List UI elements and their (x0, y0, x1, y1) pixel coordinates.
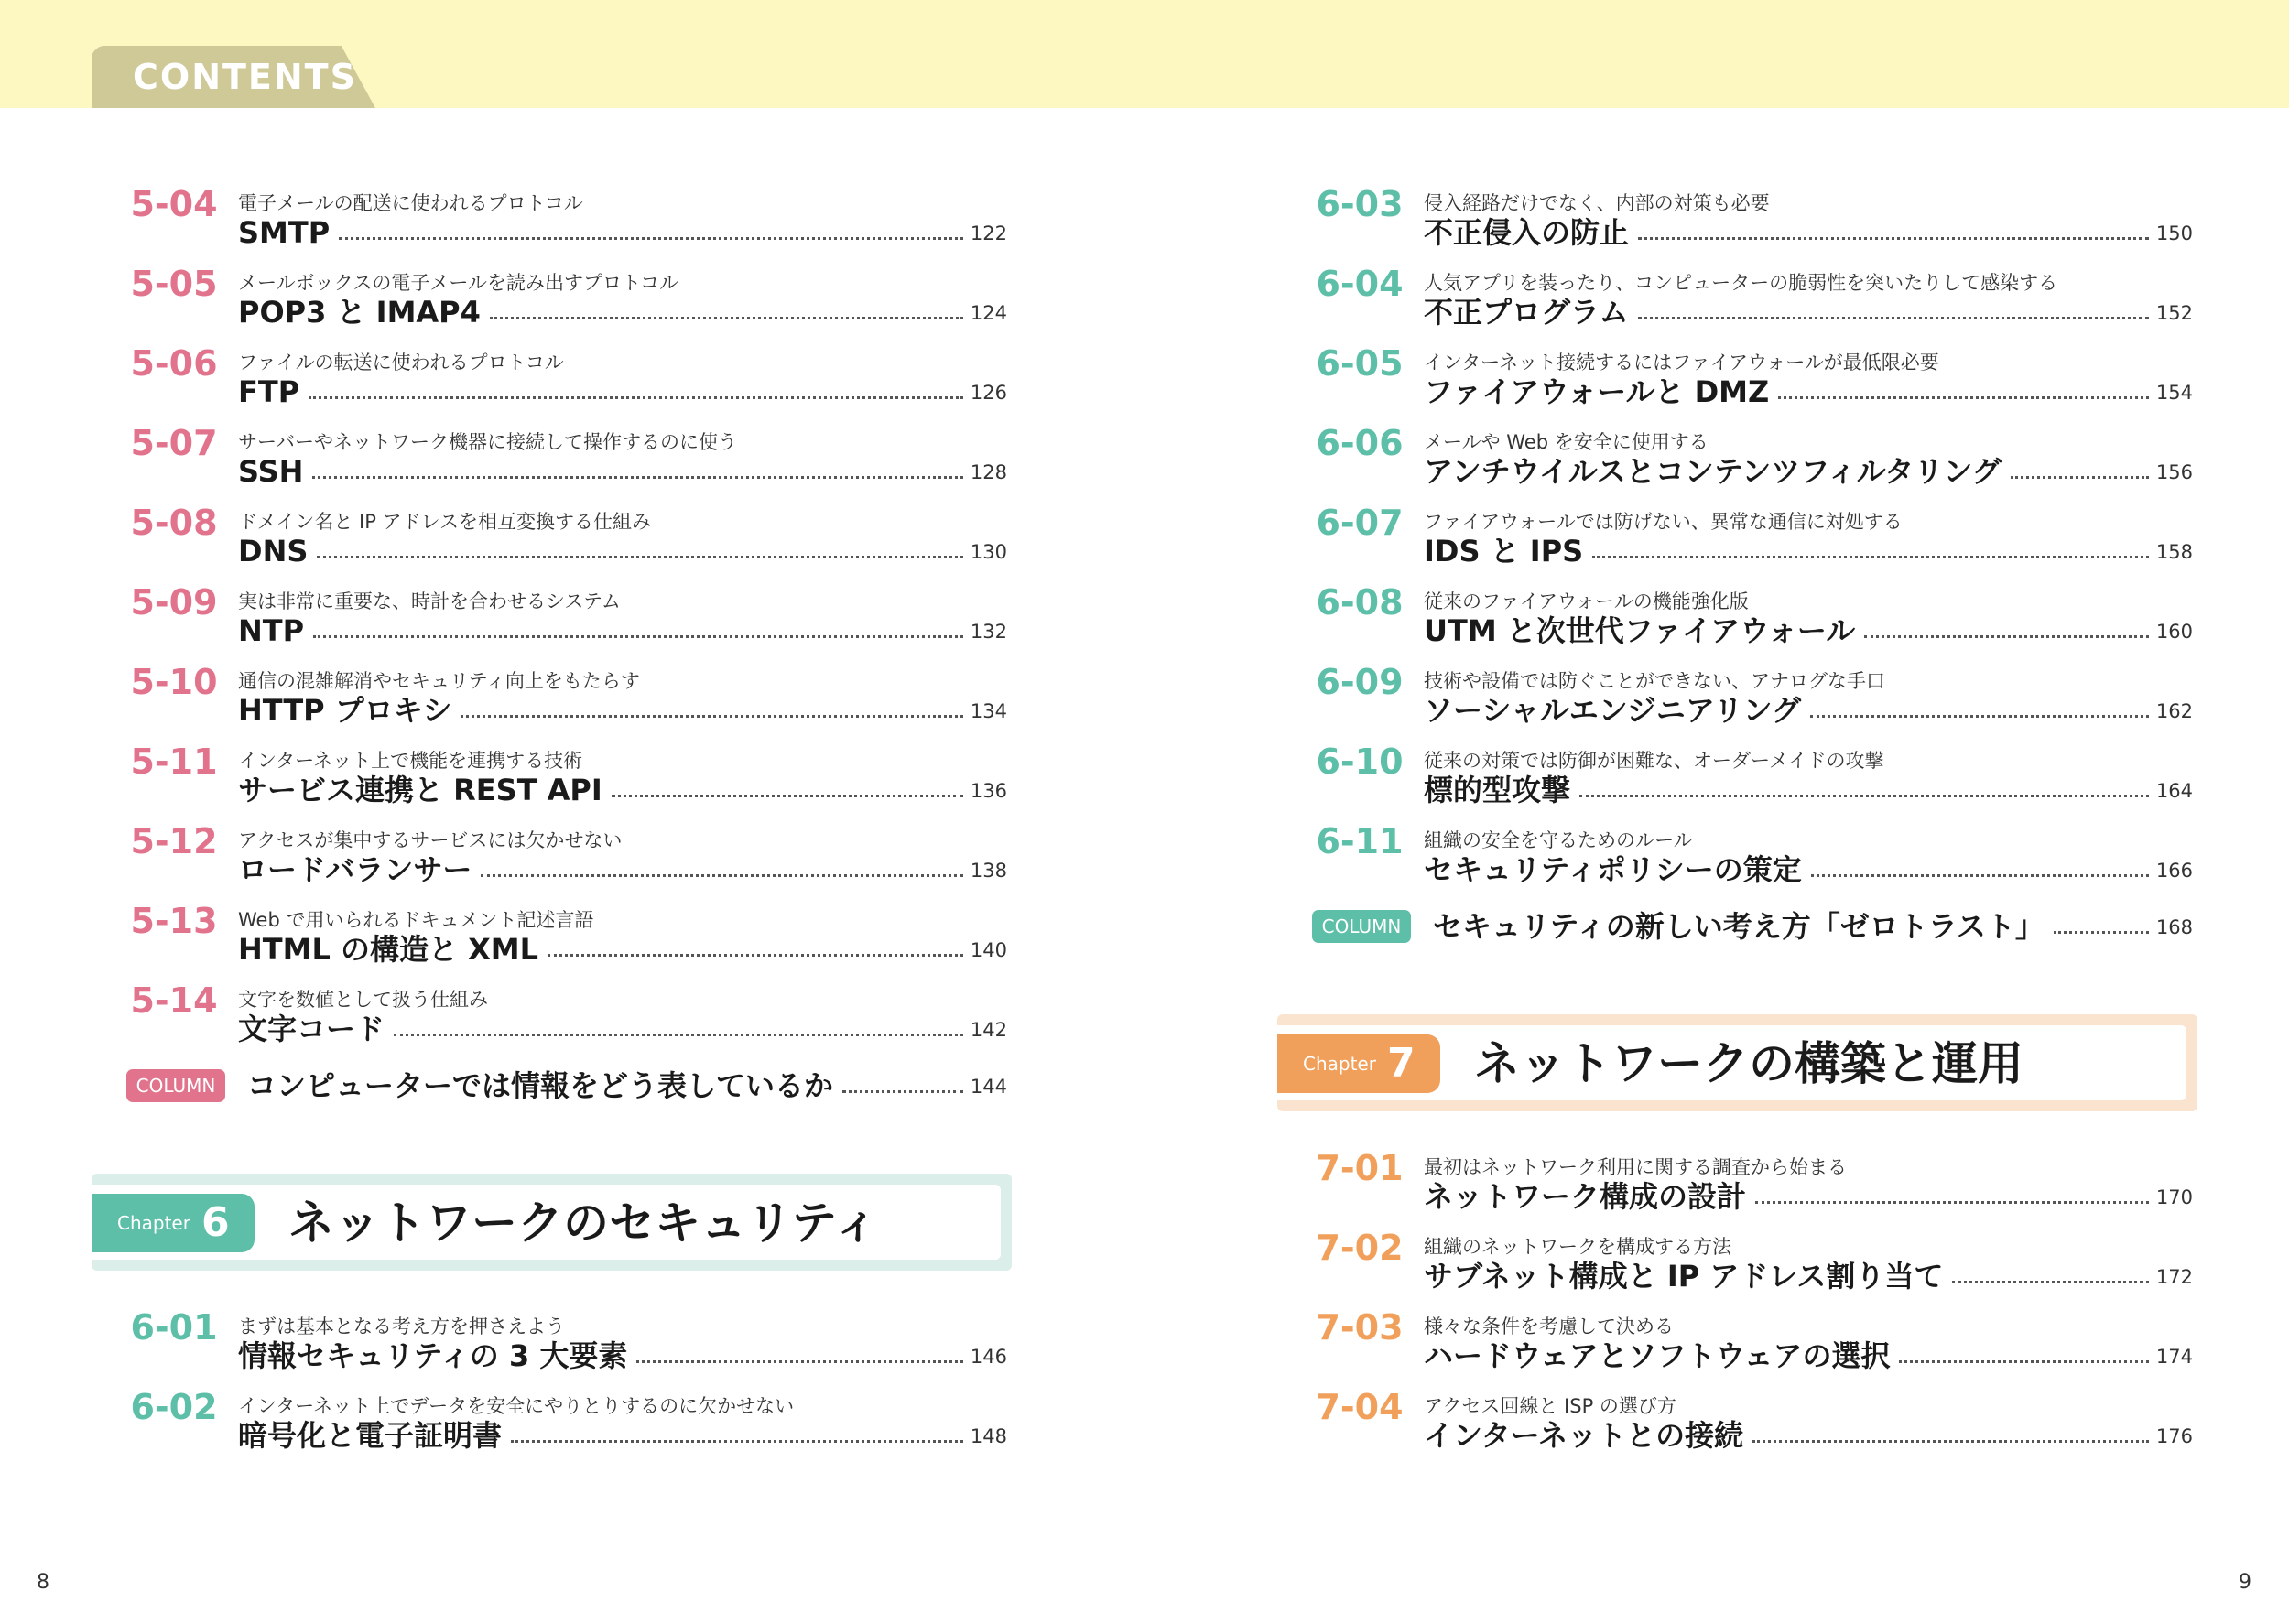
entry-page: 164 (2155, 780, 2193, 802)
dot-leader (1778, 396, 2149, 399)
entry-subtitle: まずは基本となる考え方を押さえよう (238, 1315, 565, 1337)
entry-number: 6-06 (1316, 423, 1404, 463)
entry-page: 126 (970, 382, 1007, 404)
entry-page: 156 (2155, 461, 2193, 483)
dot-leader (1755, 1201, 2149, 1204)
dot-leader (511, 1440, 963, 1443)
toc-entry[interactable] (119, 1386, 1007, 1459)
entry-number: 7-01 (1316, 1148, 1404, 1188)
entry-page: 144 (970, 1076, 1007, 1098)
toc-entry[interactable] (119, 980, 1007, 1053)
entry-title: HTML の構造と XML (238, 932, 539, 967)
toc-entry[interactable] (1305, 422, 2193, 495)
entry-subtitle: 最初はネットワーク利用に関する調査から始まる (1424, 1156, 1847, 1178)
toc-entry[interactable] (119, 581, 1007, 655)
entry-number: 6-11 (1316, 821, 1404, 861)
chapter-6-banner (92, 1174, 1012, 1271)
toc-entry[interactable] (1305, 820, 2193, 893)
toc-entry[interactable] (119, 741, 1007, 814)
entry-number: 5-11 (130, 742, 218, 782)
entry-number: 6-04 (1316, 264, 1404, 304)
entry-subtitle: ファイルの転送に使われるプロトコル (238, 352, 564, 374)
entry-page: 142 (970, 1019, 1007, 1041)
entry-title: セキュリティポリシーの策定 (1424, 852, 1802, 887)
entry-page: 158 (2155, 541, 2193, 563)
column-entry[interactable] (1312, 906, 2193, 952)
chapter-title: ネットワークのセキュリティ (288, 1196, 879, 1250)
toc-entry[interactable] (1305, 741, 2193, 814)
entry-subtitle: 電子メールの配送に使われるプロトコル (238, 192, 583, 214)
dot-leader (490, 317, 963, 319)
entry-number: 7-04 (1316, 1387, 1404, 1427)
entry-subtitle: メールや Web を安全に使用する (1424, 431, 1709, 453)
entry-title: ファイアウォールと DMZ (1424, 374, 1770, 409)
entry-subtitle: ドメイン名と IP アドレスを相互変換する仕組み (238, 511, 651, 533)
dot-leader (1952, 1281, 2149, 1283)
entry-number: 5-12 (130, 821, 218, 861)
chapter-pill (92, 1194, 255, 1252)
toc-entry[interactable] (119, 263, 1007, 336)
chapter-number: 7 (1387, 1040, 1416, 1087)
entry-subtitle: 通信の混雑解消やセキュリティ向上をもたらす (238, 670, 640, 692)
entry-title: ハードウェアとソフトウェアの選択 (1424, 1338, 1891, 1373)
entry-number: 6-01 (130, 1307, 218, 1348)
dot-leader (1592, 556, 2149, 558)
toc-entry[interactable] (119, 661, 1007, 734)
entry-title: DNS (238, 534, 309, 568)
dot-leader (481, 874, 963, 877)
entry-title: SSH (238, 454, 304, 489)
chapter-7-banner (1277, 1014, 2197, 1111)
toc-entry[interactable] (119, 342, 1007, 416)
dot-leader (312, 476, 962, 479)
entry-subtitle: 技術や設備では防ぐことができない、アナログな手口 (1424, 670, 1885, 692)
toc-entry[interactable] (1305, 1306, 2193, 1380)
toc-entry[interactable] (119, 820, 1007, 893)
entry-page: 154 (2155, 382, 2193, 404)
entry-number: 5-08 (130, 503, 218, 543)
dot-leader (339, 237, 963, 240)
toc-entry[interactable] (1305, 581, 2193, 655)
entry-subtitle: 組織のネットワークを構成する方法 (1424, 1236, 1731, 1258)
entry-page: 134 (970, 700, 1007, 722)
entry-page: 128 (970, 461, 1007, 483)
entry-number: 7-03 (1316, 1307, 1404, 1348)
entry-subtitle: ファイアウォールでは防げない、異常な通信に対処する (1424, 511, 1903, 533)
toc-entry[interactable] (119, 1306, 1007, 1380)
entry-page: 130 (970, 541, 1007, 563)
dot-leader (1864, 635, 2149, 638)
dot-leader (313, 635, 963, 638)
entry-title: サービス連携と REST API (238, 773, 602, 807)
entry-title: 文字コード (238, 1012, 385, 1046)
toc-entry[interactable] (119, 422, 1007, 495)
entry-title: ソーシャルエンジニアリング (1424, 693, 1802, 728)
entry-subtitle: インターネット接続するにはファイアウォールが最低限必要 (1424, 352, 1939, 374)
entry-page: 132 (970, 621, 1007, 643)
dot-leader (1579, 795, 2149, 797)
entry-subtitle: 従来のファイアウォールの機能強化版 (1424, 590, 1749, 612)
column-entry[interactable] (126, 1066, 1007, 1111)
entry-subtitle: Web で用いられるドキュメント記述言語 (238, 909, 594, 931)
entry-title: POP3 と IMAP4 (238, 295, 481, 330)
entry-subtitle: 侵入経路だけでなく、内部の対策も必要 (1424, 192, 1770, 214)
entry-subtitle: サーバーやネットワーク機器に接続して操作するのに使う (238, 431, 737, 453)
column-title: コンピューターでは情報をどう表しているか (247, 1068, 834, 1103)
toc-entry[interactable] (119, 900, 1007, 973)
entry-subtitle: インターネット上で機能を連携する技術 (238, 750, 583, 772)
entry-title: SMTP (238, 215, 331, 250)
entry-page: 170 (2155, 1186, 2193, 1208)
dot-leader (317, 556, 963, 558)
dot-leader (612, 795, 963, 797)
entry-number: 6-08 (1316, 582, 1404, 623)
entry-page: 166 (2155, 860, 2193, 882)
dot-leader (1638, 237, 2149, 240)
dot-leader (636, 1360, 963, 1363)
entry-title: アンチウイルスとコンテンツフィルタリング (1424, 454, 2002, 489)
chapter-word: Chapter (1303, 1053, 1376, 1075)
entry-title: 標的型攻撃 (1424, 773, 1571, 807)
chapter-number: 6 (201, 1199, 230, 1246)
entry-subtitle: アクセス回線と ISP の選び方 (1424, 1395, 1676, 1417)
entry-title: 不正プログラム (1424, 295, 1629, 330)
entry-subtitle: メールボックスの電子メールを読み出すプロトコル (238, 272, 679, 294)
entry-title: UTM と次世代ファイアウォール (1424, 613, 1856, 648)
entry-page: 160 (2155, 621, 2193, 643)
chapter-pill (1277, 1034, 1440, 1093)
chapter-title: ネットワークの構築と運用 (1474, 1037, 2023, 1090)
entry-page: 138 (970, 860, 1007, 882)
dot-leader (1810, 715, 2149, 718)
dot-leader (1899, 1360, 2148, 1363)
dot-leader (842, 1090, 963, 1093)
entry-page: 172 (2155, 1266, 2193, 1288)
entry-number: 6-02 (130, 1387, 218, 1427)
entry-title: インターネットとの接続 (1424, 1418, 1744, 1453)
entry-number: 6-09 (1316, 662, 1404, 702)
dot-leader (309, 396, 963, 399)
entry-page: 162 (2155, 700, 2193, 722)
entry-number: 5-13 (130, 901, 218, 941)
dot-leader (2054, 931, 2149, 934)
dot-leader (548, 954, 963, 957)
toc-entry[interactable] (1305, 263, 2193, 336)
entry-page: 168 (2155, 916, 2193, 938)
entry-number: 5-05 (130, 264, 218, 304)
column-title: セキュリティの新しい考え方「ゼロトラスト」 (1433, 909, 2045, 944)
entry-page: 122 (970, 222, 1007, 244)
toc-entry[interactable] (1305, 1386, 2193, 1459)
page-number-right: 9 (2239, 1571, 2251, 1594)
toc-entry[interactable] (1305, 502, 2193, 575)
entry-number: 6-05 (1316, 343, 1404, 384)
entry-page: 152 (2155, 302, 2193, 324)
entry-page: 148 (970, 1425, 1007, 1447)
entry-title: ネットワーク構成の設計 (1424, 1179, 1747, 1214)
toc-entry[interactable] (1305, 1227, 2193, 1300)
entry-page: 136 (970, 780, 1007, 802)
toc-entry[interactable] (1305, 661, 2193, 734)
entry-page: 124 (970, 302, 1007, 324)
entry-number: 5-10 (130, 662, 218, 702)
entry-number: 5-07 (130, 423, 218, 463)
entry-title: 情報セキュリティの 3 大要素 (238, 1338, 628, 1373)
entry-number: 5-14 (130, 980, 218, 1021)
entry-page: 174 (2155, 1346, 2193, 1368)
entry-subtitle: アクセスが集中するサービスには欠かせない (238, 829, 623, 851)
column-badge: COLUMN (1312, 910, 1411, 943)
toc-entry[interactable] (1305, 1147, 2193, 1220)
entry-title: NTP (238, 613, 305, 648)
toc-entry[interactable] (119, 183, 1007, 256)
entry-subtitle: 従来の対策では防御が困難な、オーダーメイドの攻撃 (1424, 750, 1884, 772)
entry-title: ロードバランサー (238, 852, 472, 887)
entry-page: 150 (2155, 222, 2193, 244)
entry-number: 6-10 (1316, 742, 1404, 782)
dot-leader (2011, 476, 2149, 479)
entry-subtitle: 人気アプリを装ったり、コンピューターの脆弱性を突いたりして感染する (1424, 272, 2058, 294)
page-number-left: 8 (37, 1571, 49, 1594)
contents-label: CONTENTS (133, 57, 357, 97)
entry-title: IDS と IPS (1424, 534, 1584, 568)
entry-number: 7-02 (1316, 1228, 1404, 1268)
toc-entry[interactable] (119, 502, 1007, 575)
entry-number: 6-03 (1316, 184, 1404, 224)
entry-title: 不正侵入の防止 (1424, 215, 1630, 250)
column-badge: COLUMN (126, 1069, 225, 1102)
entry-title: FTP (238, 374, 300, 409)
entry-number: 5-06 (130, 343, 218, 384)
entry-subtitle: 実は非常に重要な、時計を合わせるシステム (238, 590, 621, 612)
entry-title: 暗号化と電子証明書 (238, 1418, 503, 1453)
entry-page: 140 (970, 939, 1007, 961)
dot-leader (394, 1034, 963, 1036)
chapter-word: Chapter (117, 1212, 190, 1234)
dot-leader (1638, 317, 2149, 319)
entry-number: 6-07 (1316, 503, 1404, 543)
entry-subtitle: 文字を数値として扱う仕組み (238, 989, 488, 1011)
dot-leader (1811, 874, 2149, 877)
toc-entry[interactable] (1305, 342, 2193, 416)
entry-page: 146 (970, 1346, 1007, 1368)
entry-page: 176 (2155, 1425, 2193, 1447)
entry-subtitle: 組織の安全を守るためのルール (1424, 829, 1693, 851)
entry-number: 5-04 (130, 184, 218, 224)
entry-title: サブネット構成と IP アドレス割り当て (1424, 1259, 1944, 1294)
toc-entry[interactable] (1305, 183, 2193, 256)
entry-subtitle: 様々な条件を考慮して決める (1424, 1315, 1674, 1337)
dot-leader (1752, 1440, 2149, 1443)
entry-title: HTTP プロキシ (238, 693, 452, 728)
dot-leader (461, 715, 962, 718)
entry-subtitle: インターネット上でデータを安全にやりとりするのに欠かせない (238, 1395, 795, 1417)
entry-number: 5-09 (130, 582, 218, 623)
